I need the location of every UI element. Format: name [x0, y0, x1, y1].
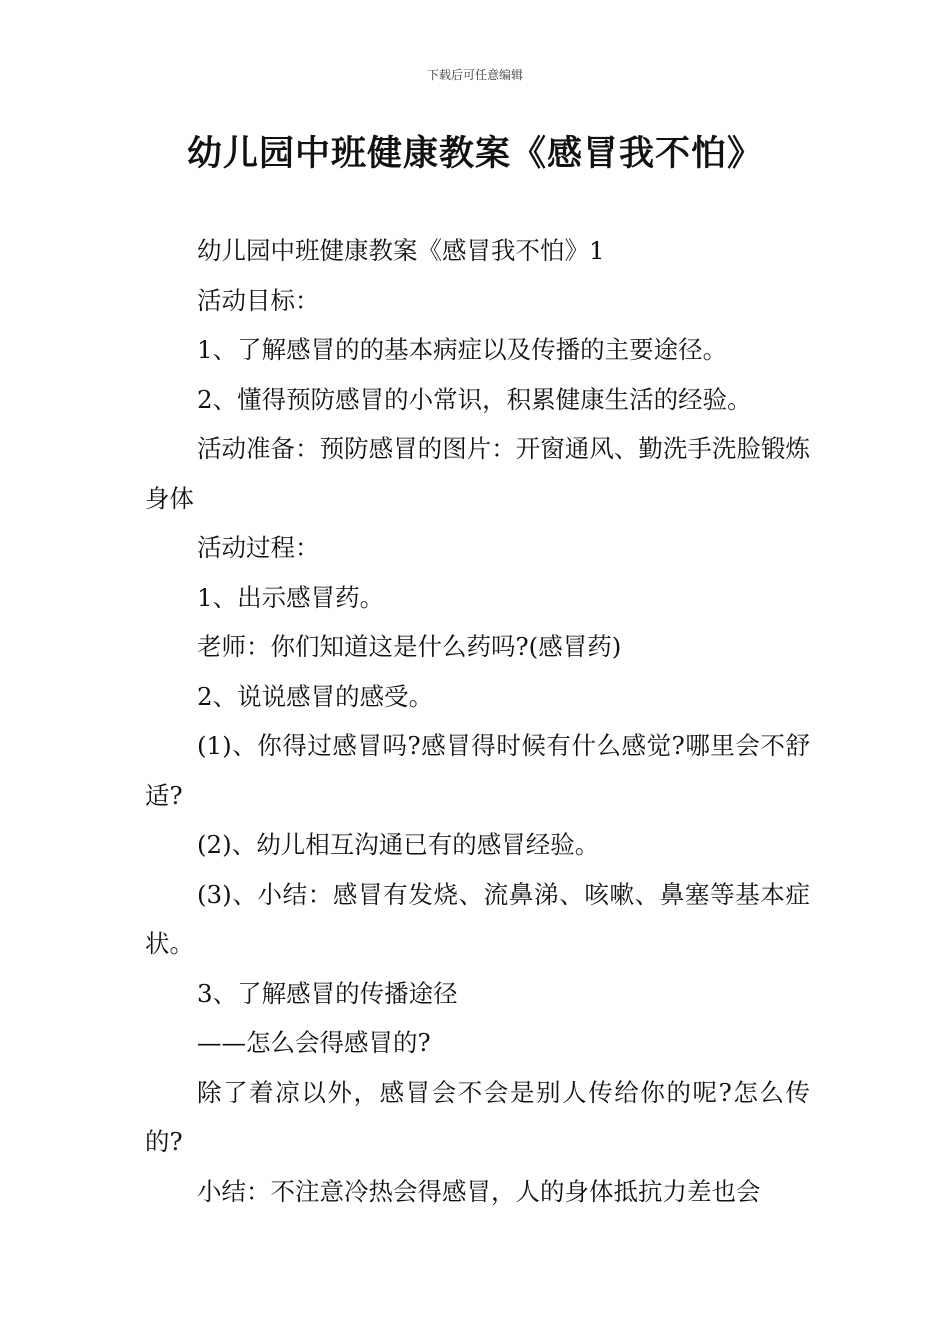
document-body — [145, 226, 810, 1216]
paragraph-goal-2: 2、懂得预防感冒的小常识，积累健康生活的经验。 — [197, 384, 752, 414]
paragraph-step-3-discussion: 除了着凉以外，感冒会不会是别人传给你的呢?怎么传的? — [145, 1077, 810, 1156]
paragraph-goal-1: 1、了解感冒的的基本病症以及传播的主要途径。 — [197, 335, 728, 364]
paragraph-teacher-question: 老师：你们知道这是什么药吗?(感冒药) — [197, 632, 622, 661]
paragraph-step-3-question: ——怎么会得感冒的? — [197, 1028, 431, 1057]
header-note: 下载后可任意编辑 — [426, 68, 523, 82]
paragraph-subtitle: 幼儿园中班健康教案《感冒我不怕》1 — [197, 236, 605, 265]
paragraph-preparation: 活动准备：预防感冒的图片：开窗通风、勤洗手洗脸锻炼身体 — [145, 434, 810, 513]
paragraph-process-heading: 活动过程： — [197, 533, 320, 562]
document-title: 幼儿园中班健康教案《感冒我不怕》 — [186, 134, 763, 174]
paragraph-step-1: 1、出示感冒药。 — [197, 582, 385, 612]
paragraph-step-2-3: (3)、小结：感冒有发烧、流鼻涕、咳嗽、鼻塞等基本症状。 — [145, 879, 810, 958]
paragraph-step-2: 2、说说感冒的感受。 — [197, 681, 434, 711]
paragraph-step-2-2: (2)、幼儿相互沟通已有的感冒经验。 — [197, 830, 600, 859]
paragraph-step-2-1: (1)、你得过感冒吗?感冒得时候有什么感觉?哪里会不舒适? — [145, 731, 810, 810]
paragraph-summary: 小结：不注意冷热会得感冒，人的身体抵抗力差也会 — [197, 1176, 761, 1206]
paragraph-step-3: 3、了解感冒的传播途径 — [197, 978, 458, 1008]
paragraph-goals-heading: 活动目标： — [197, 285, 320, 315]
